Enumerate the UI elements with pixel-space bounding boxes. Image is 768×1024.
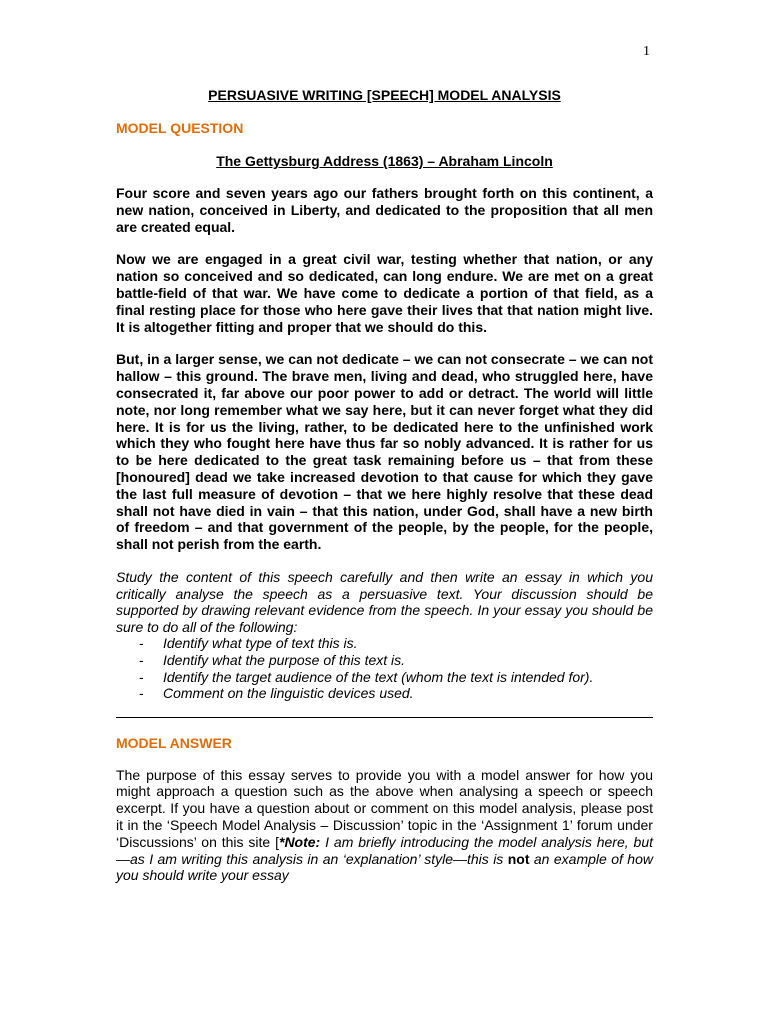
intro-assignment: Assignment 1: [484, 817, 570, 834]
model-question-heading: MODEL QUESTION: [116, 120, 244, 136]
intro-discussion: Discussion: [332, 817, 401, 834]
list-dash: -: [139, 635, 144, 652]
note-end: an example of how you should write your essay: [116, 850, 653, 884]
prompt-item-text: Identify what the purpose of this text is.: [163, 651, 406, 668]
prompt-item-text: Comment on the linguistic devices used.: [163, 685, 414, 702]
model-answer-heading: MODEL ANSWER: [116, 734, 232, 751]
intro-text: ’ forum under ‘Discussions’ on this site [: [116, 817, 653, 850]
prompt-item-text: Identify what type of text this is.: [163, 635, 358, 652]
prompt-list: [116, 635, 653, 701]
note-not: not: [507, 850, 530, 867]
prompt-list-item: [116, 669, 653, 686]
intro-text: The purpose of this essay serves to provide you with a model answer for how you might approach a question such as the above when analysing a speech or speech excerpt. If you have a question about or comment on this model analysis, please post it in the ‘Speech Model Analysis –: [116, 766, 653, 834]
prompt-list-item: [116, 652, 653, 669]
document-title: PERSUASIVE WRITING [SPEECH] MODEL ANALYSIS: [208, 87, 561, 103]
speech-paragraph-2: Now we are engaged in a great civil war, testing whether that nation, or any nation so conceived and so dedicated, can long endure. We are met on a great battle-field of that war. We have come to dedicate a portion of that field, as a final resting place for those who here gave their lives that that nation might live. It is altogether fitting and proper that we should do this.: [116, 251, 653, 335]
note-text: I am briefly introducing the model analysis here, but—as I am writing this analysis in an ‘explanation’ style—this is: [116, 833, 653, 867]
prompt-item-text: Identify the target audience of the text (whom the text is intended for).: [163, 668, 594, 685]
model-answer-intro: [116, 767, 653, 885]
speech-paragraph-3: But, in a larger sense, we can not dedicate – we can not consecrate – we can not hallow – this ground. The brave men, living and dead, who struggled here, have consecrated it, far above our poor power to add or detract. The world will little note, nor long remember what we say here, but it can never forget what they did here. It is for us the living, rather, to be dedicated here to the unfinished work which they who fought here have thus far so nobly advanced. It is rather for us to be here dedicated to the great task remaining before us – that from these [honoured] dead we take increased devotion to that cause for which they gave the last full measure of devotion – that we here highly resolve that these dead shall not have died in vain – that this nation, under God, shall have a new birth of freedom – and that government of the people, by the people, for the people, shall not perish from the earth.: [116, 351, 653, 553]
speech-paragraph-1: Four score and seven years ago our fathers brought forth on this continent, a new nation, conceived in Liberty, and dedicated to the proposition that all men are created equal.: [116, 185, 653, 235]
list-dash: -: [139, 651, 144, 668]
list-dash: -: [139, 685, 144, 702]
document-body: [116, 86, 653, 884]
prompt-list-item: [116, 685, 653, 702]
prompt-list-item: [116, 635, 653, 652]
page-number: 1: [643, 44, 650, 59]
essay-prompt: Study the content of this speech carefully and then write an essay in which you critically analyse the speech as a persuasive text. Your discussion should be supported by drawing relevant evidence from the speech. In your essay you should be sure to do all of the following:: [116, 568, 653, 635]
intro-text: ’ topic in the ‘: [400, 817, 485, 834]
speech-title: The Gettysburg Address (1863) – Abraham Lincoln: [216, 153, 553, 169]
section-divider: [116, 717, 653, 718]
note-label: *Note:: [279, 833, 321, 850]
list-dash: -: [139, 668, 144, 685]
